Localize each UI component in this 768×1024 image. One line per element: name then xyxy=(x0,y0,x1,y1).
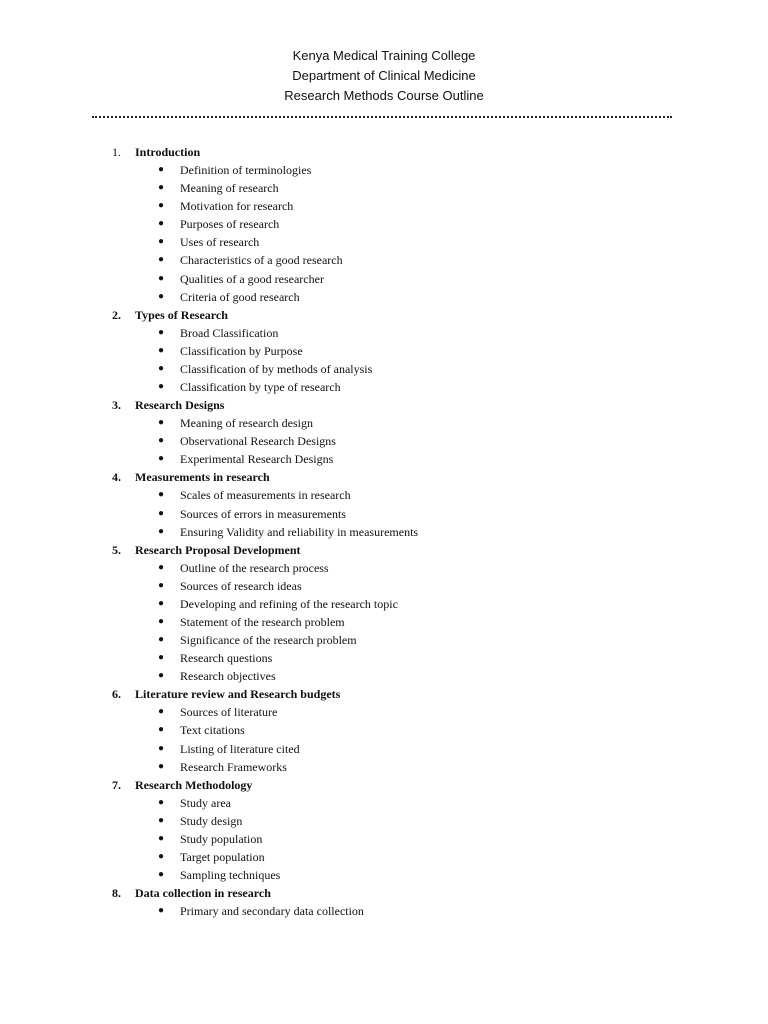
list-item-label: Broad Classification xyxy=(180,325,279,340)
section-heading xyxy=(0,884,768,902)
list-item-label: Criteria of good research xyxy=(180,289,300,304)
section-number: 1. xyxy=(112,145,121,159)
bullet-icon: ● xyxy=(158,326,165,338)
list-item xyxy=(0,631,768,649)
bullet-icon: ● xyxy=(158,851,165,862)
institution-name: Kenya Medical Training College xyxy=(292,48,476,63)
list-item xyxy=(0,270,768,288)
list-item-label: Sources of research ideas xyxy=(180,578,302,593)
bullet-icon: ● xyxy=(158,362,165,374)
bullet-icon: ● xyxy=(158,796,165,808)
section-number: 7. xyxy=(112,777,121,792)
list-item xyxy=(0,559,768,577)
list-item xyxy=(0,902,768,920)
bullet-icon: ● xyxy=(158,489,165,501)
bullet-icon: ● xyxy=(158,724,165,736)
list-item-label: Scales of measurements in research xyxy=(180,488,351,503)
section-title: Research Proposal Development xyxy=(135,542,301,557)
section-heading xyxy=(0,776,768,794)
section-heading xyxy=(0,541,768,559)
list-item-label: Meaning of research design xyxy=(180,416,313,431)
list-item xyxy=(0,577,768,595)
bullet-icon: ● xyxy=(158,236,165,248)
bullet-icon: ● xyxy=(158,652,165,664)
bullet-icon: ● xyxy=(158,579,165,591)
list-item-label: Target population xyxy=(180,850,265,864)
list-item-label: Classification of by methods of analysis xyxy=(180,361,373,376)
list-item xyxy=(0,414,768,432)
list-item-label: Characteristics of a good research xyxy=(180,253,343,268)
section-heading xyxy=(0,396,768,414)
bullet-icon: ● xyxy=(158,706,165,718)
document-title: Research Methods Course Outline xyxy=(284,88,484,103)
bullet-icon: ● xyxy=(158,615,165,627)
list-item xyxy=(0,233,768,251)
bullet-icon: ● xyxy=(158,634,165,646)
list-item xyxy=(0,360,768,378)
list-item xyxy=(0,703,768,721)
list-item-label: Developing and refining of the research topic xyxy=(180,596,398,611)
bullet-icon: ● xyxy=(158,905,165,917)
list-item-label: Listing of literature cited xyxy=(180,741,300,756)
list-item xyxy=(0,505,768,523)
section-number: 5. xyxy=(112,542,121,557)
course-outline xyxy=(0,143,768,920)
list-item xyxy=(0,324,768,342)
list-item-label: Experimental Research Designs xyxy=(180,452,334,467)
list-item xyxy=(0,251,768,269)
section-title: Data collection in research xyxy=(135,886,271,901)
list-item xyxy=(0,794,768,812)
list-item xyxy=(0,179,768,197)
list-item xyxy=(0,613,768,631)
section-number: 4. xyxy=(112,470,121,485)
bullet-icon: ● xyxy=(158,381,165,393)
list-item-label: Study design xyxy=(180,813,243,828)
list-item-label: Qualities of a good researcher xyxy=(180,271,324,286)
bullet-icon: ● xyxy=(158,561,165,573)
section-number: 8. xyxy=(112,886,121,901)
section-title: Types of Research xyxy=(135,307,228,322)
list-item xyxy=(0,486,768,504)
list-item-label: Definition of terminologies xyxy=(180,163,312,177)
list-item xyxy=(0,721,768,739)
dotted-divider xyxy=(92,116,672,118)
list-item-label: Statement of the research problem xyxy=(180,614,345,629)
bullet-icon: ● xyxy=(158,164,165,175)
bullet-icon: ● xyxy=(158,435,165,447)
list-item xyxy=(0,812,768,830)
list-item xyxy=(0,342,768,360)
list-item-label: Primary and secondary data collection xyxy=(180,904,364,919)
list-item-label: Text citations xyxy=(180,723,245,738)
list-item-label: Sampling techniques xyxy=(180,868,281,883)
list-item xyxy=(0,758,768,776)
list-item xyxy=(0,523,768,541)
section-title: Research Methodology xyxy=(135,777,253,792)
list-item-label: Research Frameworks xyxy=(180,759,287,774)
bullet-icon: ● xyxy=(158,525,165,537)
bullet-icon: ● xyxy=(158,290,165,302)
bullet-icon: ● xyxy=(158,832,165,844)
bullet-icon: ● xyxy=(158,182,165,194)
list-item-label: Sources of literature xyxy=(180,705,278,720)
list-item xyxy=(0,848,768,866)
list-item-label: Outline of the research process xyxy=(180,560,329,575)
department-name: Department of Clinical Medicine xyxy=(292,68,476,83)
list-item xyxy=(0,866,768,884)
section-title: Literature review and Research budgets xyxy=(135,687,341,702)
bullet-icon: ● xyxy=(158,814,165,826)
bullet-icon: ● xyxy=(158,670,165,682)
section-number: 3. xyxy=(112,398,121,413)
bullet-icon: ● xyxy=(158,453,165,465)
list-item xyxy=(0,595,768,613)
list-item-label: Uses of research xyxy=(180,235,260,250)
list-item-label: Research objectives xyxy=(180,669,276,684)
list-item-label: Meaning of research xyxy=(180,181,279,196)
list-item-label: Study population xyxy=(180,831,263,846)
list-item xyxy=(0,161,768,179)
section-heading xyxy=(0,143,768,161)
bullet-icon: ● xyxy=(158,507,165,519)
list-item-label: Observational Research Designs xyxy=(180,434,336,449)
list-item xyxy=(0,740,768,758)
list-item xyxy=(0,432,768,450)
list-item-label: Motivation for research xyxy=(180,199,294,214)
section-title: Measurements in research xyxy=(135,470,270,485)
bullet-icon: ● xyxy=(158,272,165,284)
list-item-label: Classification by type of research xyxy=(180,380,341,395)
list-item-label: Research questions xyxy=(180,651,273,666)
list-item xyxy=(0,378,768,396)
list-item xyxy=(0,450,768,468)
bullet-icon: ● xyxy=(158,218,165,230)
list-item-label: Purposes of research xyxy=(180,217,280,232)
bullet-icon: ● xyxy=(158,869,165,881)
section-heading xyxy=(0,468,768,486)
list-item xyxy=(0,649,768,667)
list-item xyxy=(0,288,768,306)
section-number: 6. xyxy=(112,687,121,702)
list-item-label: Classification by Purpose xyxy=(180,343,303,358)
list-item xyxy=(0,667,768,685)
list-item-label: Sources of errors in measurements xyxy=(180,506,346,521)
list-item xyxy=(0,830,768,848)
list-item-label: Significance of the research problem xyxy=(180,633,357,648)
list-item xyxy=(0,215,768,233)
bullet-icon: ● xyxy=(158,597,165,609)
list-item-label: Ensuring Validity and reliability in measurements xyxy=(180,524,419,539)
document-header xyxy=(0,46,768,106)
bullet-icon: ● xyxy=(158,254,165,266)
bullet-icon: ● xyxy=(158,417,165,429)
bullet-icon: ● xyxy=(158,760,165,772)
bullet-icon: ● xyxy=(158,742,165,754)
section-title: Introduction xyxy=(135,145,201,159)
list-item-label: Study area xyxy=(180,795,231,810)
section-title: Research Designs xyxy=(135,398,225,413)
list-item xyxy=(0,197,768,215)
section-heading xyxy=(0,306,768,324)
section-heading xyxy=(0,685,768,703)
bullet-icon: ● xyxy=(158,200,165,212)
bullet-icon: ● xyxy=(158,344,165,356)
section-number: 2. xyxy=(112,307,121,322)
